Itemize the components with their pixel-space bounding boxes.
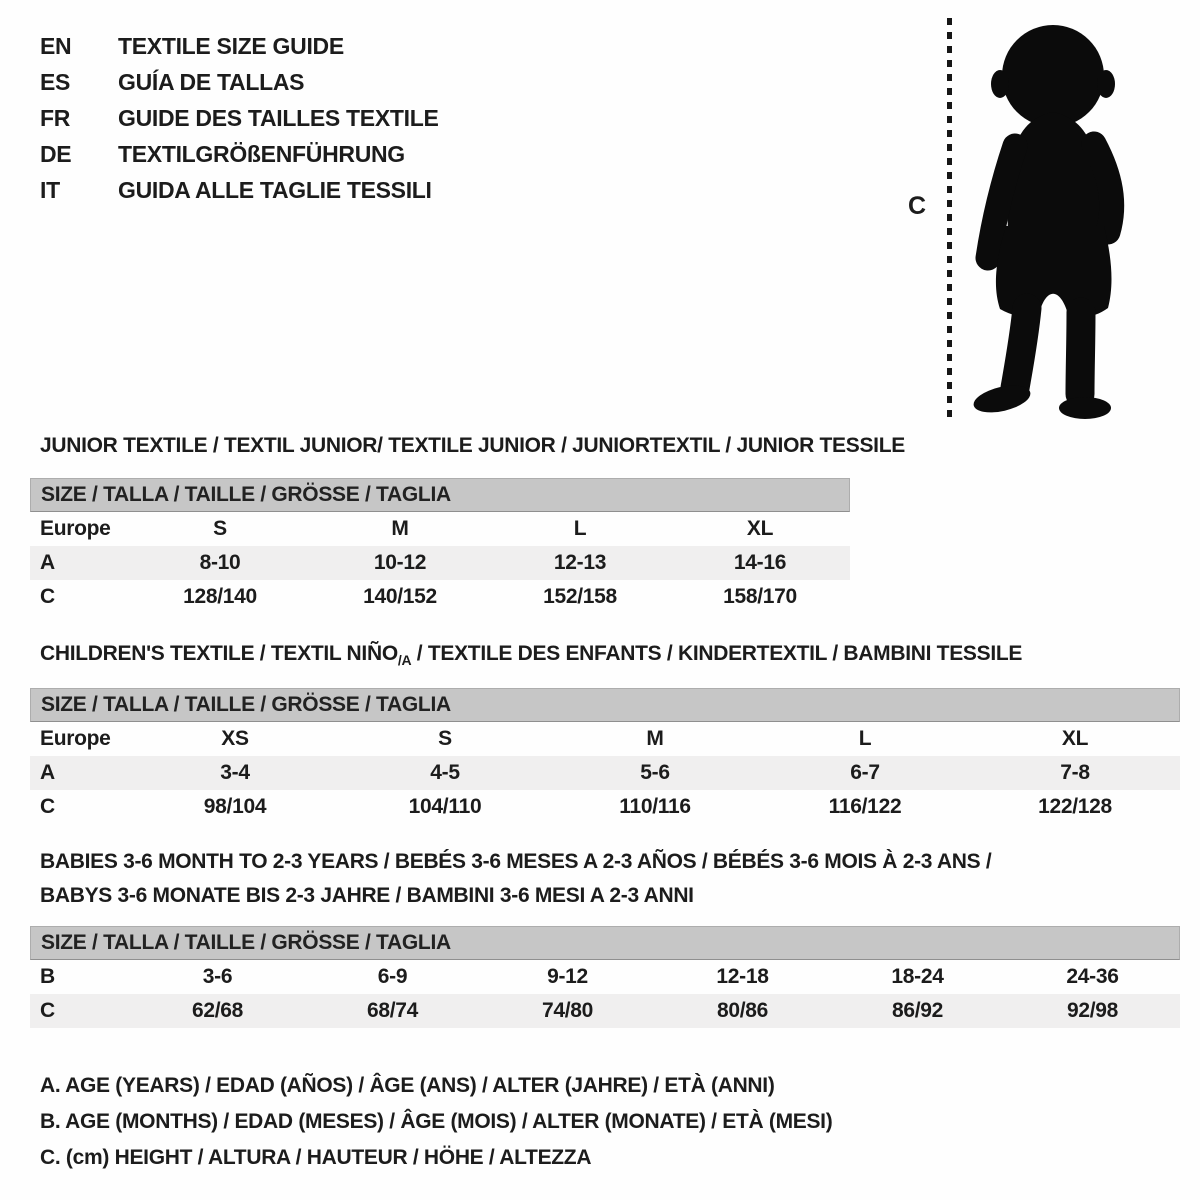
junior-row-age <box>30 546 850 580</box>
cell: 80/86 <box>655 994 830 1028</box>
cell: 62/68 <box>130 994 305 1028</box>
cell: 128/140 <box>183 585 257 608</box>
cell: 152/158 <box>543 585 617 608</box>
junior-size-table <box>30 478 850 614</box>
cell: 74/80 <box>480 994 655 1028</box>
junior-row-height <box>30 580 850 614</box>
cell: 9-12 <box>547 965 588 988</box>
row-label: A <box>30 546 130 580</box>
lang-row-de <box>40 136 439 172</box>
row-label: B <box>40 965 55 988</box>
lang-code: IT <box>40 176 60 203</box>
babies-size-table <box>30 926 1180 1028</box>
cell: 86/92 <box>830 994 1005 1028</box>
legend-age-months: B. AGE (MONTHS) / EDAD (MESES) / ÂGE (MOIS) / ALTER (MONATE) / ETÀ (MESI) <box>40 1110 833 1133</box>
row-label: C <box>40 795 55 818</box>
row-label: Europe <box>40 727 111 750</box>
cell: 10-12 <box>310 546 490 580</box>
size-header-junior: SIZE / TALLA / TAILLE / GRÖSSE / TAGLIA <box>30 478 850 512</box>
cell: 116/122 <box>828 795 902 818</box>
cell: 18-24 <box>891 965 944 988</box>
legend-age-years: A. AGE (YEARS) / EDAD (AÑOS) / ÂGE (ANS) / ALTER (JAHRE) / ETÀ (ANNI) <box>40 1074 775 1097</box>
size-header-children: SIZE / TALLA / TAILLE / GRÖSSE / TAGLIA <box>30 688 1180 722</box>
babies-row-height <box>30 994 1180 1028</box>
row-label: Europe <box>40 517 111 540</box>
cell: 98/104 <box>203 795 267 818</box>
babies-section-title-line1: BABIES 3-6 MONTH TO 2-3 YEARS / BEBÉS 3-6 MESES A 2-3 AÑOS / BÉBÉS 3-6 MOIS À 2-3 ANS / <box>40 850 992 873</box>
cell: 6-9 <box>377 965 408 988</box>
cell: 5-6 <box>550 756 760 790</box>
height-measure-label: C <box>908 192 927 220</box>
guide-title-fr: GUIDE DES TAILLES TEXTILE <box>118 104 439 131</box>
height-measure-figure <box>880 0 1200 440</box>
children-size-table <box>30 688 1180 824</box>
cell: 3-6 <box>202 965 233 988</box>
cell: 3-4 <box>130 756 340 790</box>
cell: 12-13 <box>490 546 670 580</box>
cell: XL <box>746 517 774 540</box>
cell: 104/110 <box>408 795 482 818</box>
row-label: C <box>30 994 130 1028</box>
cell: M <box>391 517 409 540</box>
children-title-sub: /A <box>397 652 412 668</box>
cell: XS <box>221 727 249 750</box>
lang-code: DE <box>40 140 72 167</box>
cell: 12-18 <box>716 965 769 988</box>
size-header-babies: SIZE / TALLA / TAILLE / GRÖSSE / TAGLIA <box>30 926 1180 960</box>
cell: 68/74 <box>305 994 480 1028</box>
junior-section-title: JUNIOR TEXTILE / TEXTIL JUNIOR/ TEXTILE JUNIOR / JUNIORTEXTIL / JUNIOR TESSILE <box>40 434 905 457</box>
legend-height-cm: C. (cm) HEIGHT / ALTURA / HAUTEUR / HÖHE / ALTEZZA <box>40 1146 592 1169</box>
guide-title-de: TEXTILGRÖßENFÜHRUNG <box>118 140 405 167</box>
cell: 8-10 <box>130 546 310 580</box>
lang-code: ES <box>40 68 71 95</box>
children-title-prefix: CHILDREN'S TEXTILE / TEXTIL NIÑO <box>40 642 398 665</box>
guide-title-it: GUIDA ALLE TAGLIE TESSILI <box>118 176 432 203</box>
cell: 92/98 <box>1005 994 1180 1028</box>
cell: M <box>646 727 664 750</box>
guide-title-en: TEXTILE SIZE GUIDE <box>118 32 344 59</box>
cell: 4-5 <box>340 756 550 790</box>
cell: 6-7 <box>760 756 970 790</box>
measurement-legend <box>40 1068 832 1176</box>
cell: 110/116 <box>619 795 691 818</box>
cell: S <box>213 517 227 540</box>
row-label: C <box>40 585 55 608</box>
cell: S <box>438 727 452 750</box>
cell: L <box>858 727 872 750</box>
children-row-europe <box>30 722 1180 756</box>
cell: 158/170 <box>723 585 797 608</box>
cell: 122/128 <box>1038 795 1112 818</box>
toddler-silhouette-icon <box>958 20 1148 420</box>
children-row-age <box>30 756 1180 790</box>
lang-row-fr <box>40 100 439 136</box>
row-label: A <box>30 756 130 790</box>
lang-row-en <box>40 28 439 64</box>
babies-row-months <box>30 960 1180 994</box>
cell: 14-16 <box>670 546 850 580</box>
children-section-title <box>40 642 1022 668</box>
children-row-height <box>30 790 1180 824</box>
cell: 7-8 <box>970 756 1180 790</box>
lang-row-it <box>40 172 439 208</box>
guide-title-es: GUÍA DE TALLAS <box>118 68 305 95</box>
language-title-list <box>40 28 439 208</box>
cell: 140/152 <box>363 585 437 608</box>
junior-row-europe <box>30 512 850 546</box>
children-title-suffix: / TEXTILE DES ENFANTS / KINDERTEXTIL / BAMBINI TESSILE <box>411 642 1023 665</box>
babies-section-title-line2: BABYS 3-6 MONATE BIS 2-3 JAHRE / BAMBINI 3-6 MESI A 2-3 ANNI <box>40 884 694 907</box>
height-measure-dashed-line <box>947 18 952 418</box>
lang-code: FR <box>40 104 71 131</box>
cell: XL <box>1061 727 1089 750</box>
lang-row-es <box>40 64 439 100</box>
cell: 24-36 <box>1066 965 1119 988</box>
lang-code: EN <box>40 32 72 59</box>
cell: L <box>573 517 587 540</box>
